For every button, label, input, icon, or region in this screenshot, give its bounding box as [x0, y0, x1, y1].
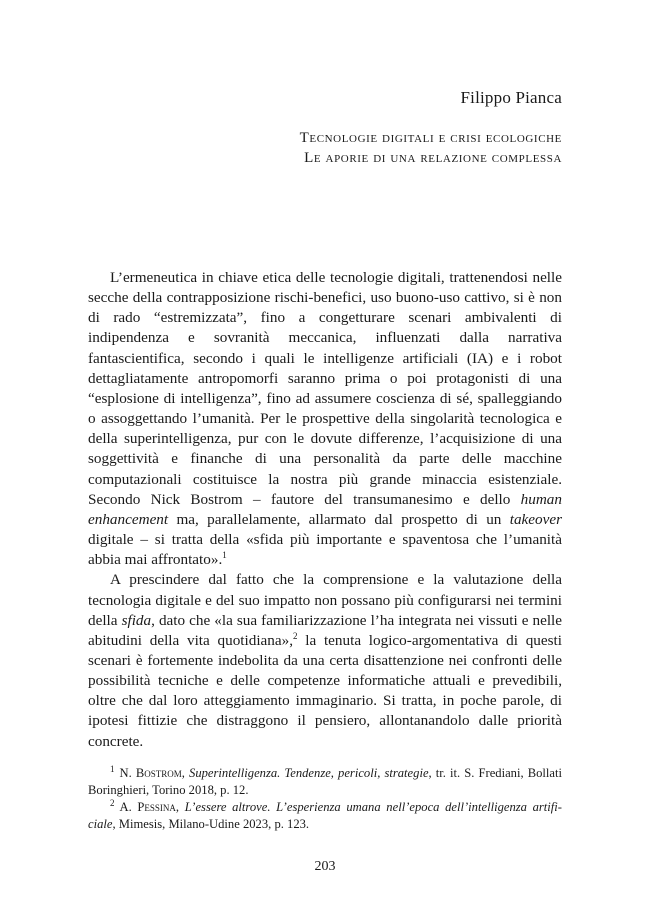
body-text [88, 268, 562, 752]
footnote-1 [88, 765, 562, 799]
text-run: digitale – si tratta della «sfida più importante e spaventosa che l’umanità abbia mai affrontato». [88, 531, 562, 569]
text-run: la tenuta logico-argomentativa di questi scenari è fortemente indebolita da una certa disattenzione nei confronti delle possibilità tecniche e delle competenze informatiche attuali e prevedibili, oltre che dal loro atteggiamento immaginario. Si tratta, in poche parole, di ipotesi fittizie che distraggono il pensiero, allontanandolo dalle priorità concrete. [88, 631, 562, 750]
italic-text: L’essere altrove. L’esperienza umana nell’epoca dell’intelligenza artificiale [88, 800, 562, 831]
paragraph-2 [88, 570, 562, 751]
text-run: , [181, 766, 190, 780]
text-run: , [175, 800, 185, 814]
text-run: ma, parallelamente, allarmato dal prospetto di un [168, 510, 510, 528]
text-run: A prescindere dal fatto che la comprensione e la valutazione della tecnologia digitale e del suo impatto non possano più configurarsi nei termini della [88, 571, 562, 629]
author-name: Filippo Pianca [460, 88, 562, 107]
paragraph-1 [88, 268, 562, 570]
footnote-text [88, 797, 562, 831]
italic-text: sfida [121, 611, 152, 629]
author-surname: Bostrom [135, 766, 182, 780]
footnote-number: 2 [110, 797, 115, 808]
footnote-reference: 1 [222, 550, 227, 561]
text-run: , dato che «la sua familiarizzazione l’ha integrata nei vissuti e nelle abitudini della vita quotidiana», [88, 611, 563, 649]
title-line-2: Le aporie di una relazione complessa [304, 150, 562, 166]
text-run: , Mimesis, Milano-Udine 2023, p. 123. [112, 817, 310, 831]
author-surname: Pessina [137, 800, 176, 814]
footnote-text [88, 763, 563, 797]
text-run: L’ermeneutica in chiave etica delle tecnologie digitali, trattenendosi nelle secche della contrapposizione rischi-benefici, uso buono-uso cattivo, si è non di rado “estremizzata”, fino a congetturare scenari ambivalenti di indipendenza e sovranità meccanica, influenzati dalla narrativa fantascientifica, secondo i quali le intelligenze artificiali (IA) e i robot dettagliatamente antropomorfi saranno prima o poi protagonisti di una “esplosione di intelligenza”, fino ad assumere coscienza di sé, spalleggiando o assoggettando l’umanità. Per le prospettive della singolarità tecnologica e della superintelligenza, pur con le dovute differenze, l’acquisizione di una soggettività e finanche di una personalità da parte delle macchine computazionali costituisce la nostra più grande minaccia esistenziale. Secondo Nick Bostrom – fautore del transumanesimo e dello [88, 269, 562, 508]
title-line-1: Tecnologie digitali e crisi ecologiche [299, 130, 562, 146]
footnote-reference: 2 [293, 630, 298, 641]
text-run: N. [119, 766, 136, 780]
text-run: , tr. it. S. Frediani, Bollati Boringhieri, Torino 2018, p. 12. [88, 766, 563, 797]
italic-text: human enhancement [88, 490, 562, 528]
footnotes [88, 765, 562, 833]
text-run: A. [119, 800, 138, 814]
italic-text: takeover [509, 510, 562, 528]
page-number: 203 [314, 859, 336, 874]
footnote-number: 1 [110, 763, 115, 774]
italic-text: Superintelligenza. Tendenze, pericoli, strategie [189, 766, 429, 780]
footnote-2 [88, 799, 562, 833]
chapter-title [300, 128, 562, 168]
